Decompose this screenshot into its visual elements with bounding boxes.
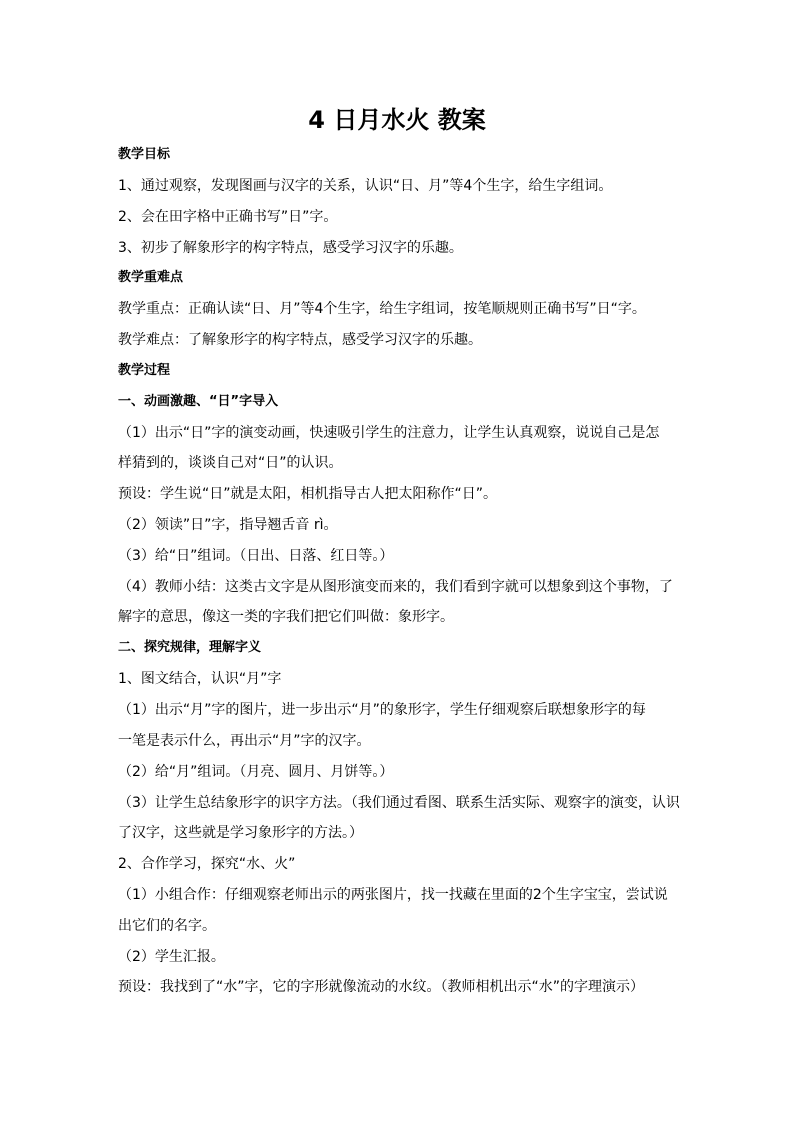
text-line: 教学重点：正确认读“日、月”等4个生字，给生字组词，按笔顺规则正确书写”日“字。 (118, 301, 646, 317)
text-line: （1）出示“日”字的演变动画，快速吸引学生的注意力，让学生认真观察，说说自己是怎 (118, 425, 660, 441)
text-line: 一笔是表示什么，再出示“月”字的汉字。 (118, 733, 371, 749)
text-line: 2、会在田字格中正确书写”日”字。 (118, 209, 338, 225)
text-line: 预设：我找到了“水”字，它的字形就像流动的水纹。（教师相机出示“水”的字理演示） (118, 979, 645, 995)
text-line: 1、通过观察，发现图画与汉字的关系，认识“日、月”等4个生字，给生字组词。 (118, 178, 613, 194)
text-line: （1）出示“月”字的图片，进一步出示“月”的象形字，学生仔细观察后联想象形字的每 (118, 702, 646, 718)
section-heading: 教学过程 (118, 363, 171, 378)
text-line: 3、初步了解象形字的构字特点，感受学习汉字的乐趣。 (118, 240, 463, 256)
text-line: 1、图文结合，认识“月”字 (118, 671, 282, 687)
text-line: 了汉字，这些就是学习象形字的方法。） (118, 825, 363, 841)
section-heading: 教学重难点 (118, 270, 184, 285)
text-line: （3）让学生总结象形字的识字方法。（我们通过看图、联系生活实际、观察字的演变，认识 (118, 795, 680, 811)
text-line: （2）给“月”组词。（月亮、圆月、月饼等。） (118, 764, 394, 780)
text-line: （4）教师小结：这类古文字是从图形演变而来的，我们看到字就可以想象到这个事物，了 (118, 579, 673, 595)
section-heading: 一、动画激趣、“日”字导入 (118, 394, 279, 409)
text-line: 样猜到的，谈谈自己对“日”的认识。 (118, 455, 343, 471)
text-line: 解字的意思，像这一类的字我们把它们叫做：象形字。 (118, 609, 454, 625)
document-title: 4 日月水火 教案 (308, 106, 486, 134)
section-heading: 教学目标 (118, 147, 171, 162)
text-line: （1）小组合作：仔细观察老师出示的两张图片，找一找藏在里面的2个生字宝宝，尝试说 (118, 887, 668, 903)
text-line: （2）学生汇报。 (118, 949, 225, 965)
section-heading: 二、探究规律，理解字义 (118, 640, 262, 655)
text-line: （3）给“日”组词。（日出、日落、红日等。） (118, 548, 394, 564)
text-line: 2、合作学习，探究“水、火” (118, 856, 296, 872)
text-line: 预设：学生说“日”就是太阳，相机指导古人把太阳称作“日”。 (118, 486, 498, 502)
text-line: 教学难点：了解象形字的构字特点，感受学习汉字的乐趣。 (118, 332, 482, 348)
text-line: （2）领读”日”字，指导翘舌音 rì。 (118, 517, 338, 533)
text-line: 出它们的名字。 (118, 918, 216, 934)
